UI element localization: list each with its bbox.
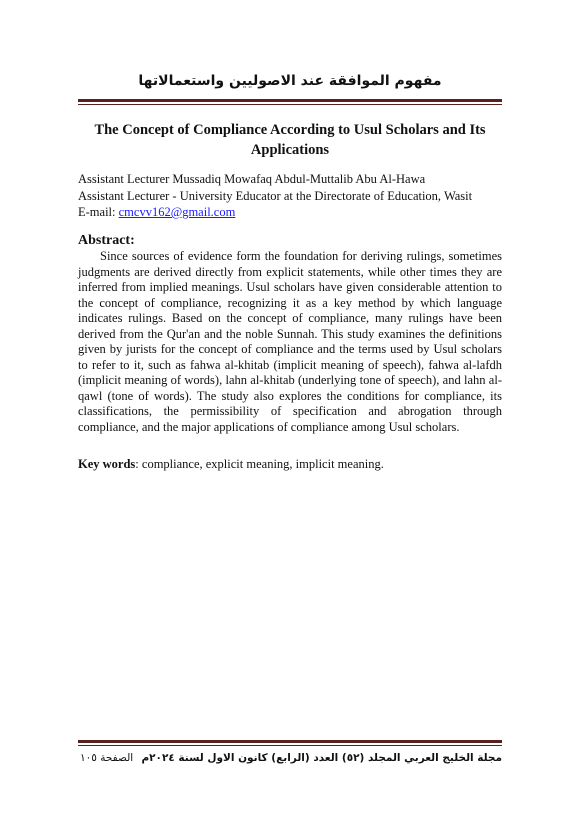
keywords-text: : compliance, explicit meaning, implicit meaning. xyxy=(135,457,384,471)
footer-page-number: الصفحة ١٠٥ xyxy=(80,752,134,764)
abstract-body: Since sources of evidence form the foundation for deriving rulings, sometimes judgments are derived directly from explicit statements, while other times they are inferred from implied meanings. Usul scholars have given considerable attention to the concept of compliance, recognizing it as a key method by which language indicates rulings. Based on the concept of compliance, many rulings have been derived from the Qur'an and the noble Sunnah. This study examines the definitions given by jurists for the concept of compliance and the terms used by Usul scholars to refer to it, such as fahwa al-khitab (implicit meaning of speech), fahwa al-lafdh (implicit meaning of words), lahn al-khitab (underlying tone of speech), and lahn al-qawl (tone of words). The study also explores the conditions for compliance, its classifications, the permissibility of specification and abrogation through compliance, and the major applications of compliance among Usul scholars. xyxy=(78,249,502,434)
footer-rule-thin xyxy=(78,745,502,746)
email-line xyxy=(78,204,508,221)
email-label: E-mail: xyxy=(78,205,119,219)
running-header-title: مفهوم الموافقة عند الاصوليين واستعمالاتها xyxy=(138,73,442,89)
keywords-label: Key words xyxy=(78,457,136,471)
header-rule-thick xyxy=(78,99,502,102)
paper-title: The Concept of Compliance According to Usul Scholars and Its Applications xyxy=(94,122,486,158)
footer-journal-info: مجلة الخليج العربي المجلد (٥٢) العدد (الرابع) كانون الاول لسنة ٢٠٢٤م xyxy=(141,752,502,764)
affiliation-line: Assistant Lecturer - University Educator at the Directorate of Education, Wasit xyxy=(78,188,473,203)
author-line: Assistant Lecturer Mussadiq Mowafaq Abdul-Muttalib Abu Al-Hawa xyxy=(78,172,426,186)
abstract-heading: Abstract: xyxy=(78,233,135,248)
author-block xyxy=(78,171,508,221)
header-rule-thin xyxy=(78,104,502,105)
keywords-line xyxy=(78,457,502,472)
email-link[interactable]: cmcvv162@gmail.com xyxy=(118,205,236,219)
footer-rule-thick xyxy=(78,740,502,743)
